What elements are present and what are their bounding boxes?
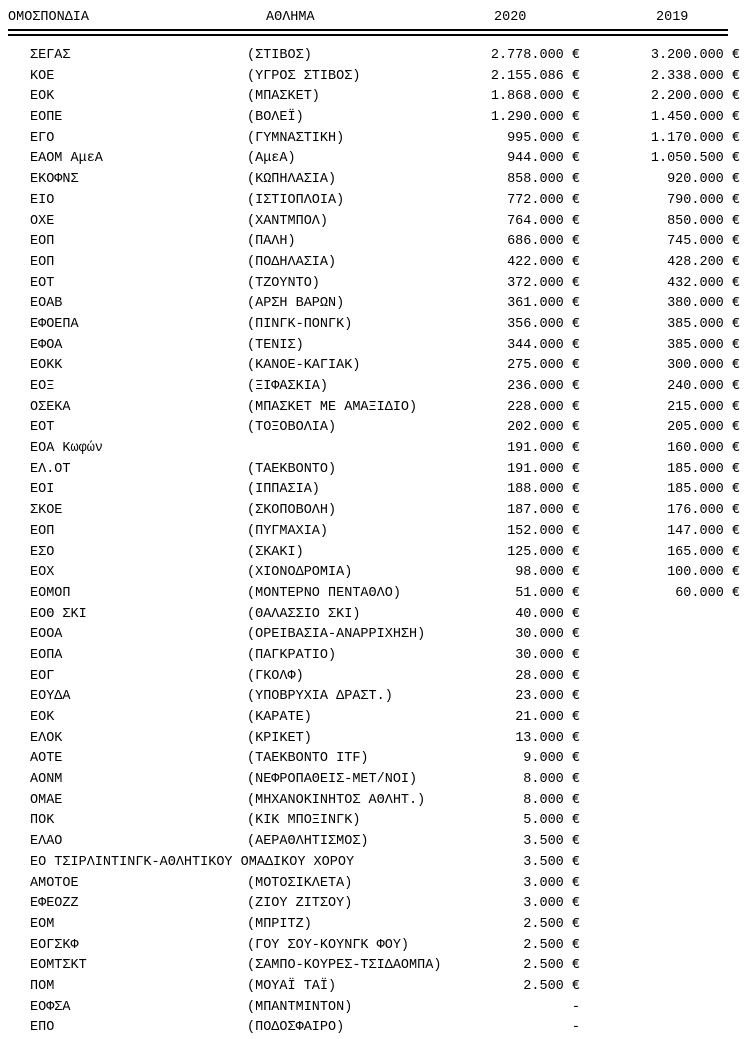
table-row — [0, 874, 752, 895]
federation-cell: ΕΟΜΤΣΚΤ — [30, 958, 87, 974]
amount-2020-cell: 344.000 € — [507, 337, 580, 353]
table-row — [0, 501, 752, 522]
table-row — [0, 439, 752, 460]
federation-cell: ΕΛ.ΟΤ — [30, 461, 71, 477]
table-row — [0, 356, 752, 377]
amount-2019-cell: 790.000 € — [667, 192, 740, 208]
federation-cell: ΕΣΟ — [30, 544, 55, 560]
amount-2020-cell: 191.000 € — [507, 461, 580, 477]
amount-2019-cell: 165.000 € — [667, 544, 740, 560]
federation-cell: ΚΟΕ — [30, 68, 55, 84]
federation-cell: ΟΣΕΚΑ — [30, 399, 71, 415]
sport-cell: (ΠΥΓΜΑΧΙΑ) — [247, 523, 329, 539]
amount-2020-cell: 236.000 € — [507, 379, 580, 394]
amount-2020-cell: 23.000 € — [515, 689, 580, 705]
table-row — [0, 253, 752, 274]
sport-cell: (ΧΑΝΤΜΠΟΛ) — [247, 213, 329, 229]
table-row — [0, 377, 752, 398]
amount-2020-cell: - — [571, 1020, 580, 1036]
amount-2019-cell: 1.050.500 € — [650, 151, 740, 167]
table-row — [0, 625, 752, 646]
sport-cell: (ΜΟΥΑΪ ΤΑΪ) — [247, 978, 337, 994]
amount-2020-cell: 3.500 € — [523, 834, 580, 850]
amount-2019-cell: 176.000 € — [667, 503, 740, 519]
table-row — [0, 832, 752, 853]
amount-2020-cell: 5.000 € — [523, 813, 580, 829]
amount-2020-cell: 30.000 € — [515, 627, 580, 643]
federation-cell: ΟΧΕ — [30, 213, 55, 229]
table-row — [0, 956, 752, 977]
sport-cell: (ΤΑΕΚΒΟΝΤΟ) — [247, 461, 337, 477]
table-row — [0, 1018, 752, 1039]
table-row — [0, 46, 752, 67]
sport-cell: (ΞΙΦΑΣΚΙΑ) — [247, 379, 329, 394]
amount-2020-cell: 361.000 € — [507, 296, 580, 312]
sport-cell: (ΚΩΠΗΛΑΣΙΑ) — [247, 172, 337, 188]
table-row — [0, 67, 752, 88]
table-row — [0, 274, 752, 295]
amount-2020-cell: 228.000 € — [507, 399, 580, 415]
federation-cell: ΕΑΟΜ ΑμεΑ — [30, 151, 103, 167]
table-row — [0, 811, 752, 832]
amount-2020-cell: 28.000 € — [515, 668, 580, 684]
federation-cell: ΕΦΟΕΠΑ — [30, 316, 79, 332]
table-body — [0, 46, 752, 1039]
amount-2019-cell: 380.000 € — [667, 296, 740, 312]
federation-cell: ΕΟΧ — [30, 565, 55, 581]
federation-cell: ΕΟΟΑ — [30, 627, 63, 643]
sport-cell: (ΤΕΝΙΣ) — [247, 337, 304, 353]
amount-2020-cell: 13.000 € — [515, 730, 580, 746]
amount-2020-cell: 2.500 € — [523, 978, 580, 994]
table-row — [0, 667, 752, 688]
federation-cell: ΕΟΠ — [30, 523, 55, 539]
amount-2020-cell: 275.000 € — [507, 358, 580, 374]
amount-2020-cell: 2.500 € — [523, 916, 580, 932]
federation-cell: ΕΟΦΣΑ — [30, 999, 71, 1015]
table-row — [0, 915, 752, 936]
federation-cell: ΠΟΜ — [30, 978, 55, 994]
header-sport: ΑΘΛΗΜΑ — [266, 10, 315, 25]
sport-cell: (ΝΕΦΡΟΠΑΘΕΙΣ-ΜΕΤ/ΝΟΙ) — [247, 772, 418, 788]
amount-2019-cell: 240.000 € — [667, 379, 740, 394]
federation-cell: ΕΟΑΒ — [30, 296, 63, 312]
sport-cell: (ΑΡΣΗ ΒΑΡΩΝ) — [247, 296, 345, 312]
federation-cell: ΕΟΥΔΑ — [30, 689, 71, 705]
table-row — [0, 87, 752, 108]
amount-2020-cell: 3.000 € — [523, 896, 580, 912]
sport-cell: (ΜΠΑΝΤΜΙΝΤΟΝ) — [247, 999, 353, 1015]
sport-cell: (ΑΕΡΑΘΛΗΤΙΣΜΟΣ) — [247, 834, 369, 850]
federation-cell: ΕΟΘ ΣΚΙ — [30, 606, 87, 622]
sport-cell: (ΣΤΙΒΟΣ) — [247, 48, 312, 63]
amount-2020-cell: 2.778.000 € — [490, 48, 580, 63]
sport-cell: (ΣΚΑΚΙ) — [247, 544, 304, 560]
sport-cell: (ΜΟΝΤΕΡΝΟ ΠΕΝΤΑΘΛΟ) — [247, 585, 401, 601]
amount-2019-cell: 300.000 € — [667, 358, 740, 374]
amount-2020-cell: 372.000 € — [507, 275, 580, 291]
federation-cell: ΕΓΟ — [30, 130, 55, 146]
header-year-2019: 2019 — [656, 10, 689, 25]
sport-cell: (ΘΑΛΑΣΣΙΟ ΣΚΙ) — [247, 606, 361, 622]
sport-cell: (ΜΠΑΣΚΕΤ) — [247, 89, 320, 105]
table-row — [0, 687, 752, 708]
federation-cell: ΕΟΑ Κωφών — [30, 441, 103, 457]
federation-cell: ΕΦΟΑ — [30, 337, 63, 353]
sport-cell: (ΖΙΟΥ ΖΙΤΣΟΥ) — [247, 896, 353, 912]
amount-2019-cell: 160.000 € — [667, 441, 740, 457]
amount-2020-cell: 3.500 € — [523, 854, 580, 870]
amount-2020-cell: 1.868.000 € — [490, 89, 580, 105]
amount-2020-cell: 125.000 € — [507, 544, 580, 560]
sport-cell: (ΜΗΧΑΝΟΚΙΝΗΤΟΣ ΑΘΛΗΤ.) — [247, 792, 426, 808]
sport-cell: (ΒΟΛΕΪ) — [247, 110, 304, 126]
table-row — [0, 729, 752, 750]
sport-cell: (ΜΠΑΣΚΕΤ ΜΕ ΑΜΑΞΙΔΙΟ) — [247, 399, 418, 415]
amount-2019-cell: 185.000 € — [667, 482, 740, 498]
table-row — [0, 149, 752, 170]
sport-cell: (ΑμεΑ) — [247, 151, 296, 167]
amount-2020-cell: 152.000 € — [507, 523, 580, 539]
amount-2019-cell: 1.170.000 € — [650, 130, 740, 146]
federation-cell: ΕΟΤ — [30, 275, 55, 291]
table-row — [0, 191, 752, 212]
sport-cell: (ΠΟΔΗΛΑΣΙΑ) — [247, 254, 337, 270]
table-row — [0, 563, 752, 584]
federation-cell: ΕΟΠΑ — [30, 647, 63, 663]
header-year-2020: 2020 — [494, 10, 527, 25]
federation-cell: ΕΙΟ — [30, 192, 55, 208]
federation-cell: ΕΟΞ — [30, 379, 55, 394]
table-row — [0, 977, 752, 998]
table-row — [0, 749, 752, 770]
amount-2019-cell: 385.000 € — [667, 316, 740, 332]
amount-2020-cell: 995.000 € — [507, 130, 580, 146]
amount-2019-cell: 205.000 € — [667, 420, 740, 436]
amount-2019-cell: 2.338.000 € — [650, 68, 740, 84]
sport-cell: (ΠΙΝΓΚ-ΠΟΝΓΚ) — [247, 316, 353, 332]
amount-2020-cell: 422.000 € — [507, 254, 580, 270]
federation-cell: ΕΟΓ — [30, 668, 55, 684]
federation-cell: ΕΟΠ — [30, 254, 55, 270]
federation-cell: ΕΟΚ — [30, 89, 55, 105]
amount-2020-cell: 858.000 € — [507, 172, 580, 188]
sport-cell: (ΤΖΟΥΝΤΟ) — [247, 275, 320, 291]
table-row — [0, 853, 752, 874]
sport-cell: (ΟΡΕΙΒΑΣΙΑ-ΑΝΑΡΡΙΧΗΣΗ) — [247, 627, 426, 643]
table-row — [0, 129, 752, 150]
sport-cell: (ΓΥΜΝΑΣΤΙΚΗ) — [247, 130, 345, 146]
table-row — [0, 336, 752, 357]
amount-2019-cell: 147.000 € — [667, 523, 740, 539]
amount-2020-cell: 188.000 € — [507, 482, 580, 498]
amount-2020-cell: 356.000 € — [507, 316, 580, 332]
sport-cell: (ΚΑΝΟΕ-ΚΑΓΙΑΚ) — [247, 358, 361, 374]
amount-2020-cell: 2.155.086 € — [490, 68, 580, 84]
amount-2020-cell: 9.000 € — [523, 751, 580, 767]
amount-2020-cell: - — [571, 999, 580, 1015]
amount-2020-cell: 1.290.000 € — [490, 110, 580, 126]
amount-2019-cell: 215.000 € — [667, 399, 740, 415]
amount-2019-cell: 3.200.000 € — [650, 48, 740, 63]
table-row — [0, 480, 752, 501]
table-row — [0, 170, 752, 191]
sport-cell: (ΥΓΡΟΣ ΣΤΙΒΟΣ) — [247, 68, 361, 84]
federation-cell: ΕΠΟ — [30, 1020, 55, 1036]
amount-2019-cell: 385.000 € — [667, 337, 740, 353]
federation-cell: ΕΟΚΚ — [30, 358, 63, 374]
federation-cell: ΑΜΟΤΟΕ — [30, 875, 79, 891]
amount-2020-cell: 40.000 € — [515, 606, 580, 622]
header-separator — [8, 29, 728, 36]
table-row — [0, 708, 752, 729]
table-row — [0, 894, 752, 915]
federation-cell: ΕΛΟΚ — [30, 730, 63, 746]
sport-cell: (ΤΑΕΚΒΟΝΤΟ ITF) — [247, 751, 369, 767]
amount-2019-cell: 1.450.000 € — [650, 110, 740, 126]
table-row — [0, 212, 752, 233]
amount-2020-cell: 191.000 € — [507, 441, 580, 457]
table-row — [0, 522, 752, 543]
table-row — [0, 543, 752, 564]
table-row — [0, 584, 752, 605]
federation-cell: ΣΚΟΕ — [30, 503, 63, 519]
sport-cell: (ΚΑΡΑΤΕ) — [247, 710, 312, 725]
sport-cell: (ΓΟΥ ΣΟΥ-ΚΟΥΝΓΚ ΦΟΥ) — [247, 937, 410, 953]
amount-2020-cell: 8.000 € — [523, 792, 580, 808]
federation-cell: ΕΟΠ — [30, 234, 55, 250]
federation-cell: ΑΟΤΕ — [30, 751, 63, 767]
federation-cell: ΕΚΟΦΝΣ — [30, 172, 79, 188]
table-row — [0, 418, 752, 439]
amount-2020-cell: 2.500 € — [523, 937, 580, 953]
federation-cell: ΕΟΜΟΠ — [30, 585, 71, 601]
amount-2020-cell: 8.000 € — [523, 772, 580, 788]
amount-2019-cell: 185.000 € — [667, 461, 740, 477]
table-row — [0, 108, 752, 129]
sport-cell: (ΚΙΚ ΜΠΟΞΙΝΓΚ) — [247, 813, 361, 829]
sport-cell: (ΣΚΟΠΟΒΟΛΗ) — [247, 503, 337, 519]
table-row — [0, 460, 752, 481]
amount-2019-cell: 745.000 € — [667, 234, 740, 250]
sport-cell: (ΣΑΜΠΟ-ΚΟΥΡΕΣ-ΤΣΙΔΑΟΜΠΑ) — [247, 958, 442, 974]
amount-2020-cell: 187.000 € — [507, 503, 580, 519]
table-row — [0, 315, 752, 336]
federation-cell: ΣΕΓΑΣ — [30, 48, 71, 63]
amount-2019-cell: 432.000 € — [667, 275, 740, 291]
amount-2020-cell: 772.000 € — [507, 192, 580, 208]
federation-cell: ΕΟ ΤΣΙΡΛΙΝΤΙΝΓΚ-ΑΘΛΗΤΙΚΟΥ ΟΜΑΔΙΚΟΥ ΧΟΡΟΥ — [30, 854, 355, 870]
federation-cell: ΠΟΚ — [30, 813, 55, 829]
sport-cell: (ΠΑΓΚΡΑΤΙΟ) — [247, 647, 337, 663]
sport-cell: (ΠΑΛΗ) — [247, 234, 296, 250]
table-row — [0, 770, 752, 791]
sport-cell: (ΧΙΟΝΟΔΡΟΜΙΑ) — [247, 565, 353, 581]
amount-2020-cell: 98.000 € — [515, 565, 580, 581]
amount-2020-cell: 686.000 € — [507, 234, 580, 250]
amount-2019-cell: 428.200 € — [667, 254, 740, 270]
federation-cell: ΕΟΓΣΚΦ — [30, 937, 79, 953]
amount-2019-cell: 100.000 € — [667, 565, 740, 581]
table-row — [0, 398, 752, 419]
table-row — [0, 791, 752, 812]
table-row — [0, 232, 752, 253]
amount-2020-cell: 30.000 € — [515, 647, 580, 663]
amount-2020-cell: 764.000 € — [507, 213, 580, 229]
amount-2020-cell: 3.000 € — [523, 875, 580, 891]
table-row — [0, 294, 752, 315]
sport-cell: (ΜΠΡΙΤΖ) — [247, 916, 312, 932]
federation-cell: ΕΟΠΕ — [30, 110, 63, 126]
federation-cell: ΕΟΚ — [30, 710, 55, 725]
table-row — [0, 936, 752, 957]
sport-cell: (ΜΟΤΟΣΙΚΛΕΤΑ) — [247, 875, 353, 891]
federation-cell: ΕΟΜ — [30, 916, 55, 932]
federation-cell: ΕΟΤ — [30, 420, 55, 436]
federation-cell: ΕΦΕΟΖΖ — [30, 896, 79, 912]
amount-2020-cell: 51.000 € — [515, 585, 580, 601]
amount-2019-cell: 920.000 € — [667, 172, 740, 188]
table-row — [0, 605, 752, 626]
amount-2020-cell: 202.000 € — [507, 420, 580, 436]
table-header — [0, 8, 752, 28]
amount-2020-cell: 21.000 € — [515, 710, 580, 725]
sport-cell: (ΤΟΞΟΒΟΛΙΑ) — [247, 420, 337, 436]
federation-cell: ΕΟΙ — [30, 482, 55, 498]
amount-2019-cell: 850.000 € — [667, 213, 740, 229]
sport-cell: (ΓΚΟΛΦ) — [247, 668, 304, 684]
header-federation: ΟΜΟΣΠΟΝΔΙΑ — [8, 10, 90, 25]
sport-cell: (ΙΠΠΑΣΙΑ) — [247, 482, 320, 498]
amount-2020-cell: 2.500 € — [523, 958, 580, 974]
federation-cell: ΟΜΑΕ — [30, 792, 63, 808]
federation-cell: ΑΟΝΜ — [30, 772, 63, 788]
sport-cell: (ΙΣΤΙΟΠΛΟΙΑ) — [247, 192, 345, 208]
amount-2019-cell: 2.200.000 € — [650, 89, 740, 105]
amount-2019-cell: 60.000 € — [675, 585, 740, 601]
table-row — [0, 646, 752, 667]
federation-cell: ΕΛΑΟ — [30, 834, 63, 850]
sport-cell: (ΥΠΟΒΡΥΧΙΑ ΔΡΑΣΤ.) — [247, 689, 393, 705]
sport-cell: (ΚΡΙΚΕΤ) — [247, 730, 312, 746]
sport-cell: (ΠΟΔΟΣΦΑΙΡΟ) — [247, 1020, 345, 1036]
amount-2020-cell: 944.000 € — [507, 151, 580, 167]
table-row — [0, 998, 752, 1019]
